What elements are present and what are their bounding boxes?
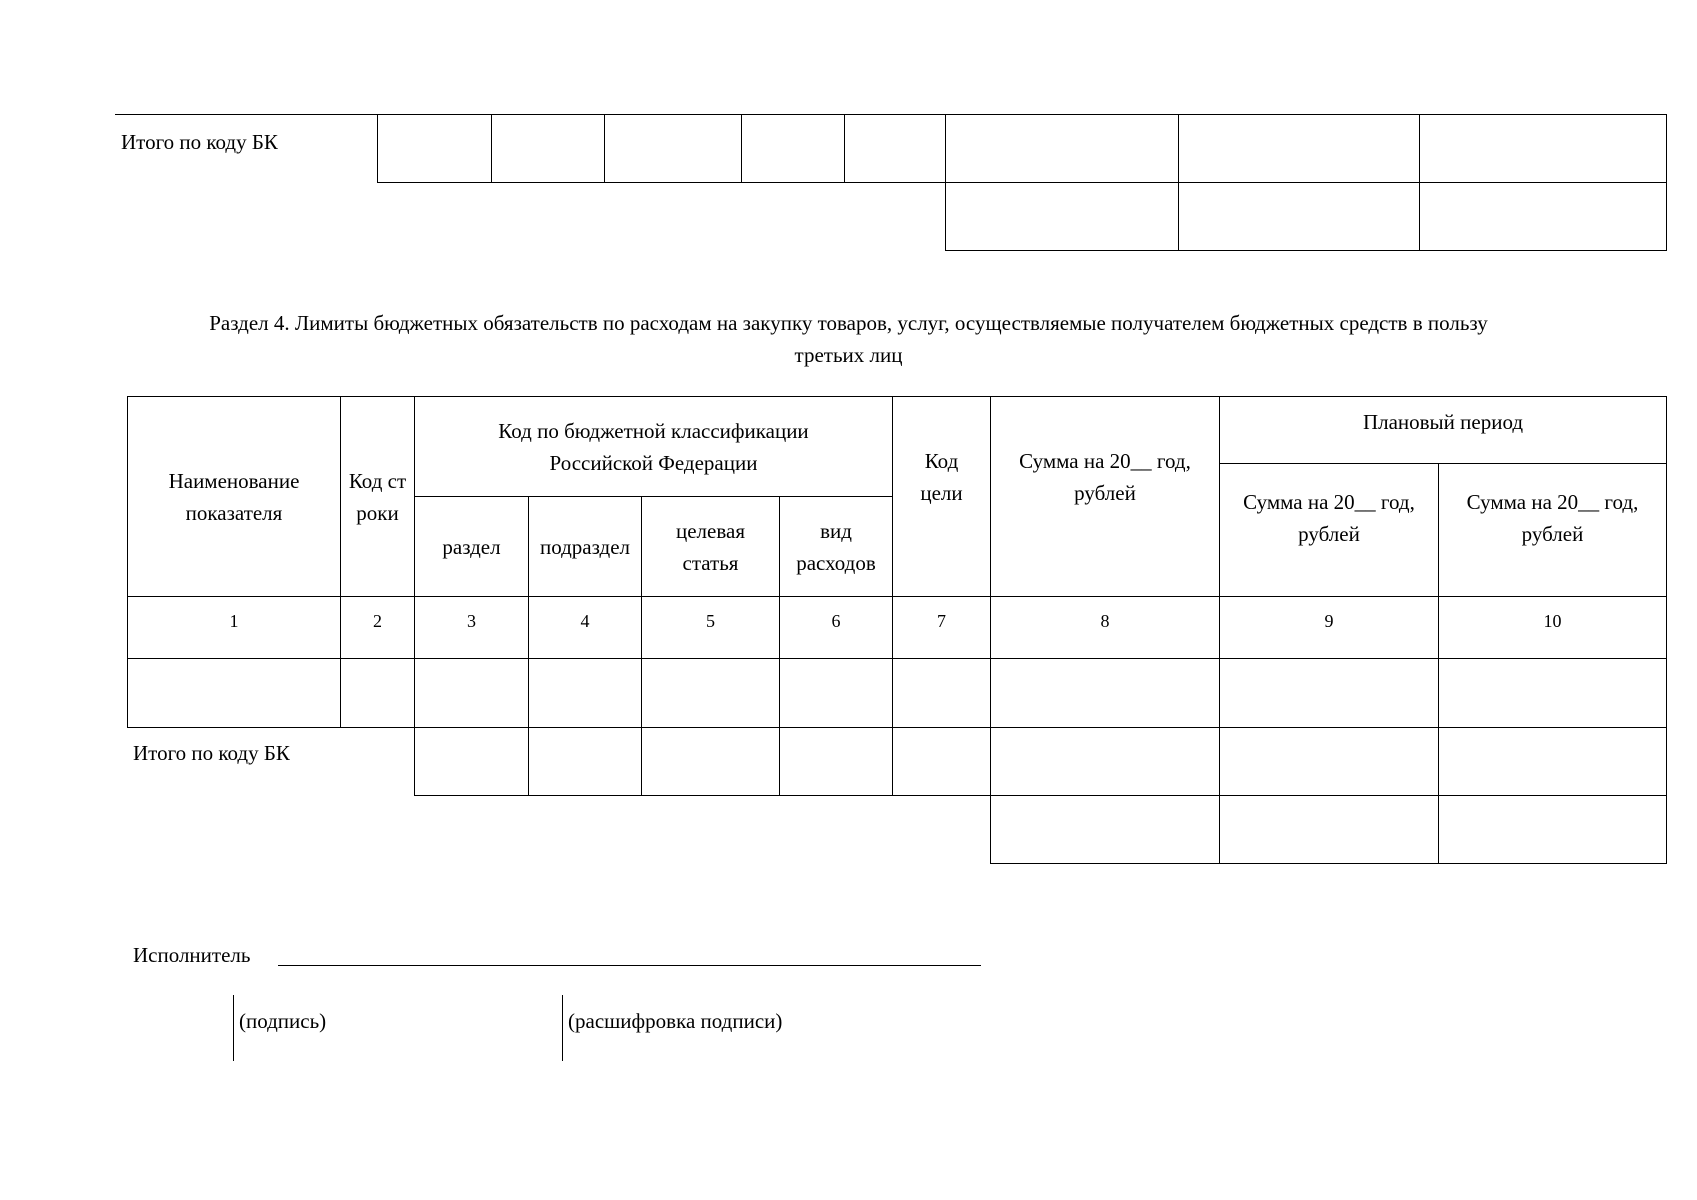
column-number: 10 [1543,611,1562,631]
top-table-border [945,250,1667,251]
column-number: 3 [467,611,476,631]
top-table-border [844,114,845,183]
header-subsection: подраздел [539,534,631,559]
top-table-border [115,114,1667,115]
executor-label: Исполнитель [133,943,251,967]
column-number: 7 [937,611,946,631]
signature-separator [233,995,234,1061]
table-border [990,863,1667,864]
top-table-border [377,114,378,183]
top-total-label: Итого по коду БК [121,130,278,154]
top-table-border [491,114,492,183]
header-target-item: целевая статья [676,518,745,575]
column-number: 6 [831,611,841,631]
header-expense-type: вид расходов [796,518,876,575]
table-border [127,658,1667,659]
section4-title-line1: Раздел 4. Лимиты бюджетных обязательств по расходам на закупку товаров, услуг, осуществляемые получателем бюджетных средств в пользу [209,311,1488,335]
header-sum-year-2: Сумма на 20__ год, рублей [1243,490,1415,546]
column-number: 5 [706,611,715,631]
header-line-code: Код строки [348,468,407,525]
table-border [1666,396,1667,864]
table-border [127,727,1667,728]
column-number: 4 [580,611,590,631]
column-number: 9 [1324,611,1334,631]
top-table-border [377,182,1667,183]
top-table-border [945,114,946,251]
column-number: 1 [229,611,239,631]
top-table-border [1419,114,1420,251]
header-bk-code: Код по бюджетной классификации Российской Федерации [498,418,809,475]
column-number: 8 [1100,611,1110,631]
table-border [414,795,1667,796]
header-indicator-name: Наименование показателя [168,468,300,525]
executor-signature-line [278,965,981,966]
header-planned-period: Плановый период [1362,410,1524,434]
signature-caption: (подпись) [239,1009,327,1033]
section4-title-line2: третьих лиц [794,343,903,367]
column-number: 2 [373,611,382,631]
header-goal-code: Код цели [920,449,963,505]
top-table-border [1178,114,1179,251]
header-sum-year-3: Сумма на 20__ год, рублей [1466,490,1639,546]
header-sum-year: Сумма на 20__ год, рублей [1019,449,1191,505]
top-table-border [741,114,742,183]
top-table-border [1666,114,1667,251]
header-section: раздел [442,534,501,559]
decoding-separator [562,995,563,1061]
top-table-border [604,114,605,183]
decoding-caption: (расшифровка подписи) [568,1009,783,1033]
section4-total-label: Итого по коду БК [133,741,290,765]
